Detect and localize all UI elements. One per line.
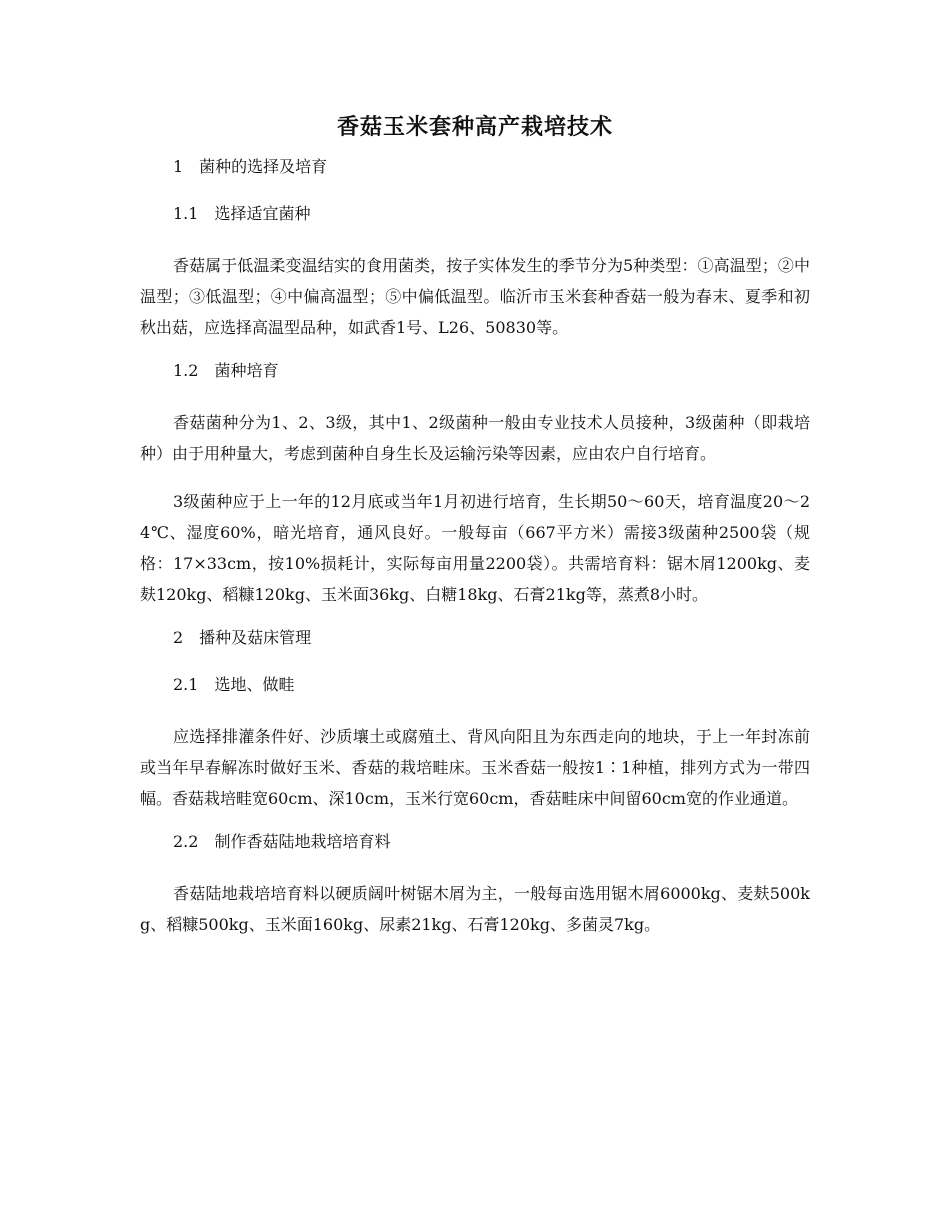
heading-section-1-1: 1.1 选择适宜菌种 bbox=[173, 204, 311, 223]
heading-section-1: 1 菌种的选择及培育 bbox=[173, 157, 328, 176]
paragraph-strain-cultivation: 3级菌种应于上一年的12月底或当年1月初进行培育，生长期50～60天，培育温度20～24℃、湿度60%，暗光培育，通风良好。一般每亩（667平方米）需接3级菌种2500袋（规格：17×33cm，按10%损耗计，实际每亩用量2200袋）。共需培育料：锯木屑1200kg、麦麸120kg、稻糠120kg、玉米面36kg、白糖18kg、石膏21kg等，蒸煮8小时。 bbox=[140, 492, 810, 604]
paragraph-strain-types: 香菇属于低温柔变温结实的食用菌类，按子实体发生的季节分为5种类型：①高温型；②中温型；③低温型；④中偏高温型；⑤中偏低温型。临沂市玉米套种香菇一般为春末、夏季和初秋出菇，应选择高温型品种，如武香1号、L26、50830等。 bbox=[140, 256, 810, 337]
paragraph-strain-levels: 香菇菌种分为1、2、3级，其中1、2级菌种一般由专业技术人员接种，3级菌种（即栽培种）由于用种量大，考虑到菌种自身生长及运输污染等因素，应由农户自行培育。 bbox=[140, 413, 810, 463]
heading-section-2: 2 播种及菇床管理 bbox=[173, 628, 312, 647]
document-title: 香菇玉米套种高产栽培技术 bbox=[336, 114, 613, 140]
heading-section-2-1: 2.1 选地、做畦 bbox=[173, 675, 295, 694]
paragraph-site-selection: 应选择排灌条件好、沙质壤土或腐殖土、背风向阳且为东西走向的地块，于上一年封冻前或当年早春解冻时做好玉米、香菇的栽培畦床。玉米香菇一般按1∶1种植，排列方式为一带四幅。香菇栽培畦宽60cm、深10cm，玉米行宽60cm，香菇畦床中间留60cm宽的作业通道。 bbox=[140, 727, 810, 808]
paragraph-substrate: 香菇陆地栽培培育料以硬质阔叶树锯木屑为主，一般每亩选用锯木屑6000kg、麦麸500kg、稻糠500kg、玉米面160kg、尿素21kg、石膏120kg、多菌灵7kg。 bbox=[140, 884, 810, 934]
heading-section-1-2: 1.2 菌种培育 bbox=[173, 361, 279, 380]
document-page bbox=[140, 112, 810, 957]
heading-section-2-2: 2.2 制作香菇陆地栽培培育料 bbox=[173, 832, 391, 851]
